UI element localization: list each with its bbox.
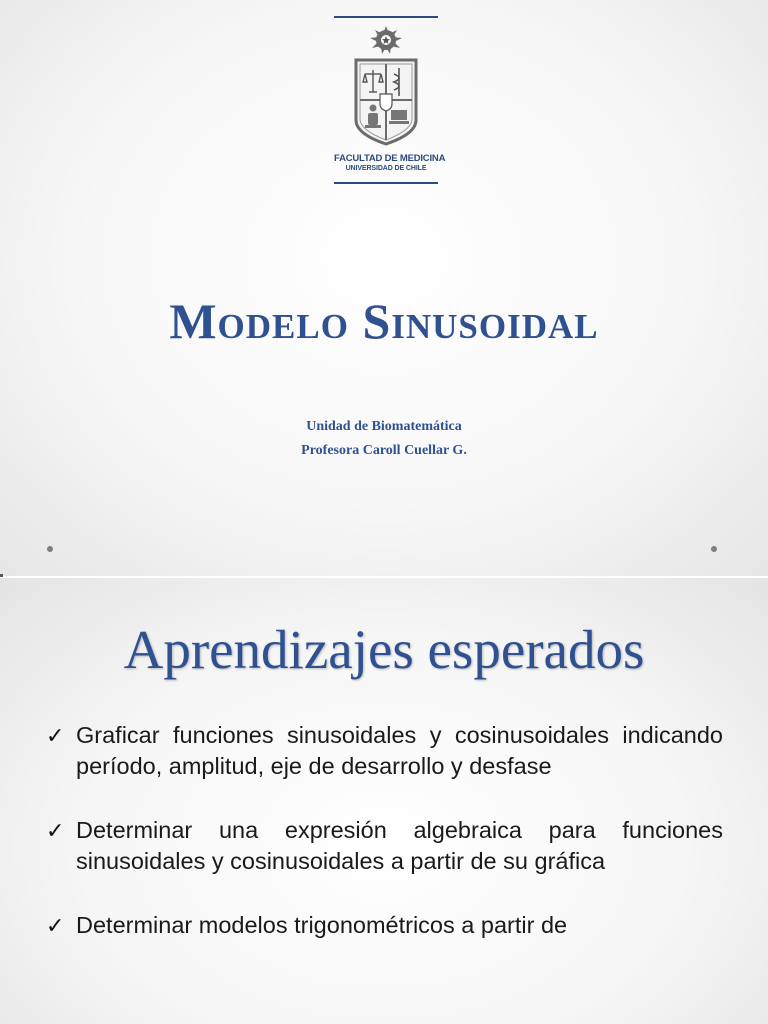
list-item-text: Graficar funciones sinusoidales y cosinusoidales indicando período, amplitud, eje de desarrollo y desfase <box>76 722 723 779</box>
objectives-heading: Aprendizajes esperados <box>123 619 645 680</box>
faculty-logo <box>334 14 446 188</box>
slide-dot-right <box>711 546 717 552</box>
check-icon: ✓ <box>46 724 65 749</box>
check-icon: ✓ <box>46 819 65 844</box>
list-item-text: Determinar una expresión algebraica para funciones sinusoidales y cosinusoidales a partir de su gráfica <box>76 817 723 874</box>
objectives-slide <box>0 578 768 1024</box>
faculty-shield-icon <box>348 24 424 146</box>
logo-bottom-rule <box>334 182 438 184</box>
logo-top-rule <box>334 16 438 18</box>
logo-university-name: UNIVERSIDAD DE CHILE <box>345 165 427 172</box>
list-item-text: Determinar modelos trigonométricos a partir de <box>76 912 568 938</box>
edge-mark <box>0 574 3 577</box>
list-item <box>46 720 723 782</box>
list-item <box>46 910 723 941</box>
subtitle-professor: Profesora Caroll Cuellar G. <box>301 443 467 458</box>
objectives-list <box>46 720 723 974</box>
logo-faculty-name: FACULTAD DE MEDICINA <box>334 153 446 164</box>
slide-title: Modelo Sinusoidal <box>169 293 599 349</box>
check-icon: ✓ <box>46 914 65 939</box>
slide-dot-left <box>47 546 53 552</box>
subtitle-unit: Unidad de Biomatemática <box>306 419 462 434</box>
list-item <box>46 815 723 877</box>
